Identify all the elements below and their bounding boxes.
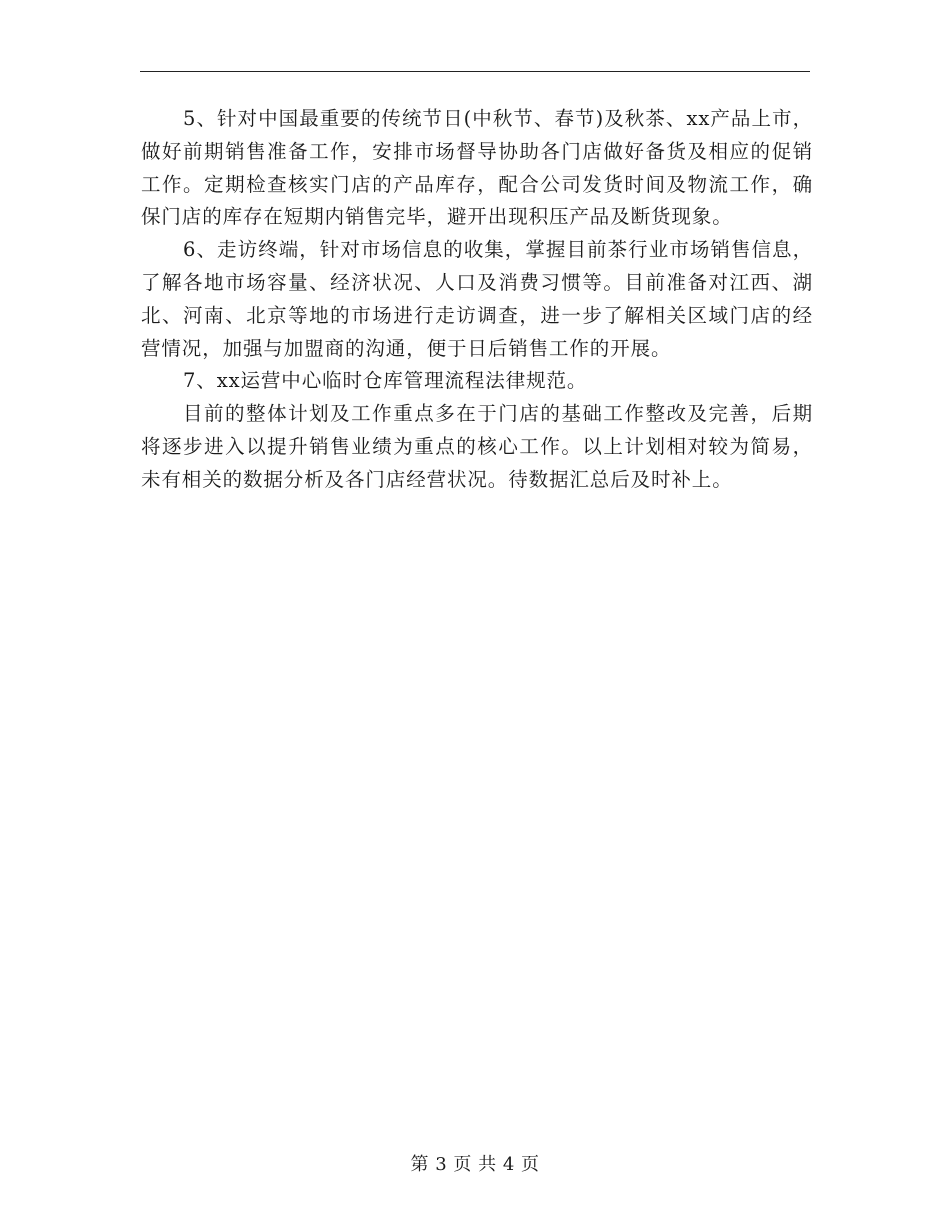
paragraph-item-6: 6、走访终端，针对市场信息的收集，掌握目前茶行业市场销售信息，了解各地市场容量、经济状况、人口及消费习惯等。目前准备对江西、湖北、河南、北京等地的市场进行走访调查，进一步了解相关区域门店的经营情况，加强与加盟商的沟通，便于日后销售工作的开展。 [141, 238, 813, 360]
header-divider [140, 71, 810, 72]
page-number: 第 3 页 共 4 页 [410, 1154, 540, 1175]
document-body [141, 103, 813, 497]
paragraph-item-7: 7、xx运营中心临时仓库管理流程法律规范。 [183, 369, 588, 393]
paragraph-item-5: 5、针对中国最重要的传统节日(中秋节、春节)及秋茶、xx产品上市，做好前期销售准备工作，安排市场督导协助各门店做好备货及相应的促销工作。定期检查核实门店的产品库存，配合公司发货时间及物流工作，确保门店的库存在短期内销售完毕，避开出现积压产品及断货现象。 [141, 107, 813, 229]
paragraph-summary: 目前的整体计划及工作重点多在于门店的基础工作整改及完善，后期将逐步进入以提升销售业绩为重点的核心工作。以上计划相对较为简易，未有相关的数据分析及各门店经营状况。待数据汇总后及时补上。 [141, 402, 813, 491]
